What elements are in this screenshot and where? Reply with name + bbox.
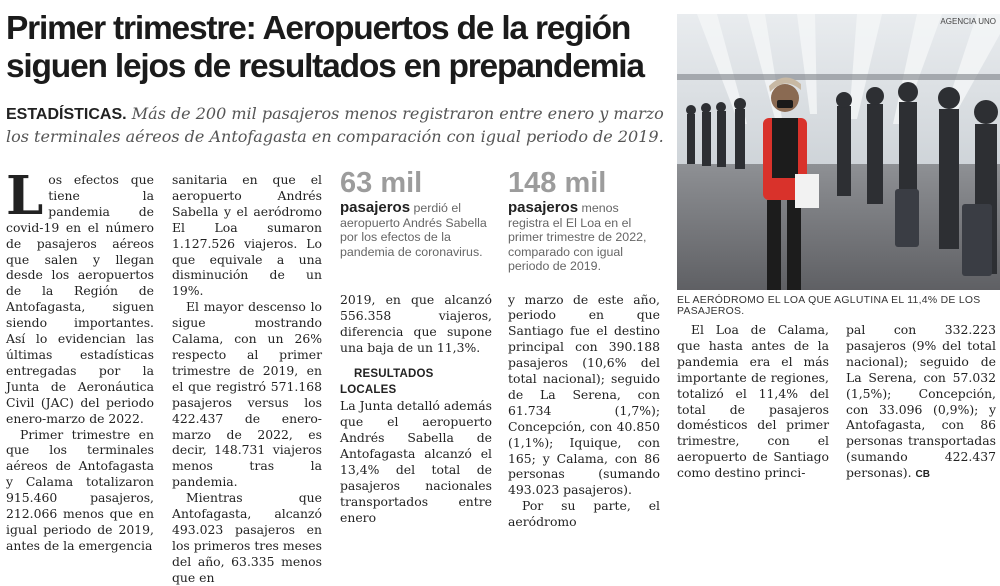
drop-cap: L [6, 165, 44, 227]
body-text: os efectos que tiene la pandemia de covid-19 en el número de pasajeros aéreos que salen y llegan desde los aeropuertos de la Región de Antofagasta, siguen siendo importantes. Así lo evidencian las últimas estadísticas entregadas por la Junta de Aeronáutica Civil (JAC) del periodo enero-marzo de 2022. [6, 172, 154, 426]
highlight-callout [508, 201, 660, 274]
photo-credit: AGENCIA UNO [940, 17, 996, 26]
highlight-number: 148 mil [508, 167, 607, 199]
highlight-text: menos registra el El Loa en el primer trimestre de 2022, comparado con igual periodo de 2019. [508, 201, 647, 273]
body-paragraph: sanitaria en que el aeropuerto Andrés Sabella y el aeródromo El Loa sumaron 1.127.526 viajeros. Lo que equivale a una disminución de un 19%. [172, 172, 322, 299]
body-paragraph: Por su parte, el aeródromo [508, 498, 660, 530]
headline-line-2: siguen lejos de resultados en prepandemia [6, 48, 644, 85]
body-paragraph [846, 322, 996, 483]
headline [6, 10, 666, 86]
body-text: pal con 332.223 pasajeros (9% del total nacional); seguido de La Serena, con 57.032 (1,5%); Concepción, con 33.096 (0,9%); y Antofagasta, con 86 personas transportadas (sumando 422.437 personas). [846, 322, 996, 481]
body-paragraph: Primer trimestre en que los terminales aéreos de Antofagasta y Calama totalizaron 915.460 pasajeros, 212.066 menos que en igual periodo de 2019, antes de la emergencia [6, 426, 154, 553]
highlight-text: perdió el aeropuerto Andrés Sabella por los efectos de la pandemia de coronavirus. [340, 201, 487, 259]
highlight-strong: pasajeros [508, 199, 579, 216]
body-paragraph: Mientras que Antofagasta, alcanzó 493.023 pasajeros en los primeros tres meses del año, 63.335 menos que en [172, 490, 322, 585]
headline-line-1: Primer trimestre: Aeropuertos de la región [6, 10, 631, 47]
article-column-2 [172, 172, 322, 586]
article-column-6 [846, 322, 996, 483]
lead-kicker: ESTADÍSTICAS. [6, 106, 127, 123]
lead-text: Más de 200 mil pasajeros menos registraron entre enero y marzo los terminales aéreos de Antofagasta en comparación con igual periodo de 2019. [6, 104, 664, 146]
article-column-4 [508, 168, 660, 530]
airport-terminal-illustration [677, 14, 1000, 290]
body-paragraph [6, 165, 154, 427]
article-column-1 [6, 165, 154, 554]
body-paragraph: 2019, en que alcanzó 556.358 viajeros, diferencia que supone una baja de un 11,3%. [340, 292, 492, 355]
highlight-callout [340, 201, 492, 259]
highlight-number: 63 mil [340, 167, 423, 199]
body-paragraph: El mayor descenso lo sigue mostrando Calama, con un 26% respecto al primer trimestre de 2019, en el que registró 571.168 pasajeros versus los 422.437 de enero-marzo de 2022, es decir, 148.731 viajeros menos tras la pandemia. [172, 299, 322, 490]
article-column-3 [340, 168, 492, 526]
section-subhead: RESULTADOS LOCALES [340, 367, 434, 396]
body-paragraph: y marzo de este año, periodo en que Santiago fue el destino principal con 390.188 pasajeros (10,6% del total nacional); seguido de La Serena, con 61.734 (1,7%); Concepción, con 40.850 (1,1%); Iquique, con 165; y Calama, con 86 personas (sumando 493.023 pasajeros). [508, 291, 660, 498]
photo-caption: EL AERÓDROMO EL LOA QUE AGLUTINA EL 11,4% DE LOS PASAJEROS. [677, 295, 981, 317]
article-column-5 [677, 322, 829, 481]
highlight-strong: pasajeros [340, 199, 411, 216]
body-paragraph: La Junta detalló además que el aeropuerto Andrés Sabella de Antofagasta alcanzó el 13,4% del total de pasajeros nacionales transportados entre enero [340, 398, 492, 525]
body-paragraph: El Loa de Calama, que hasta antes de la pandemia era el más importante de regiones, totalizó el 11,4% del total de pasajeros domésticos del primer trimestre, con el aeropuerto de Santiago como destino princi- [677, 322, 829, 481]
news-photo [677, 14, 1000, 290]
lead-paragraph [6, 103, 666, 148]
author-endmark: CB [915, 469, 930, 481]
